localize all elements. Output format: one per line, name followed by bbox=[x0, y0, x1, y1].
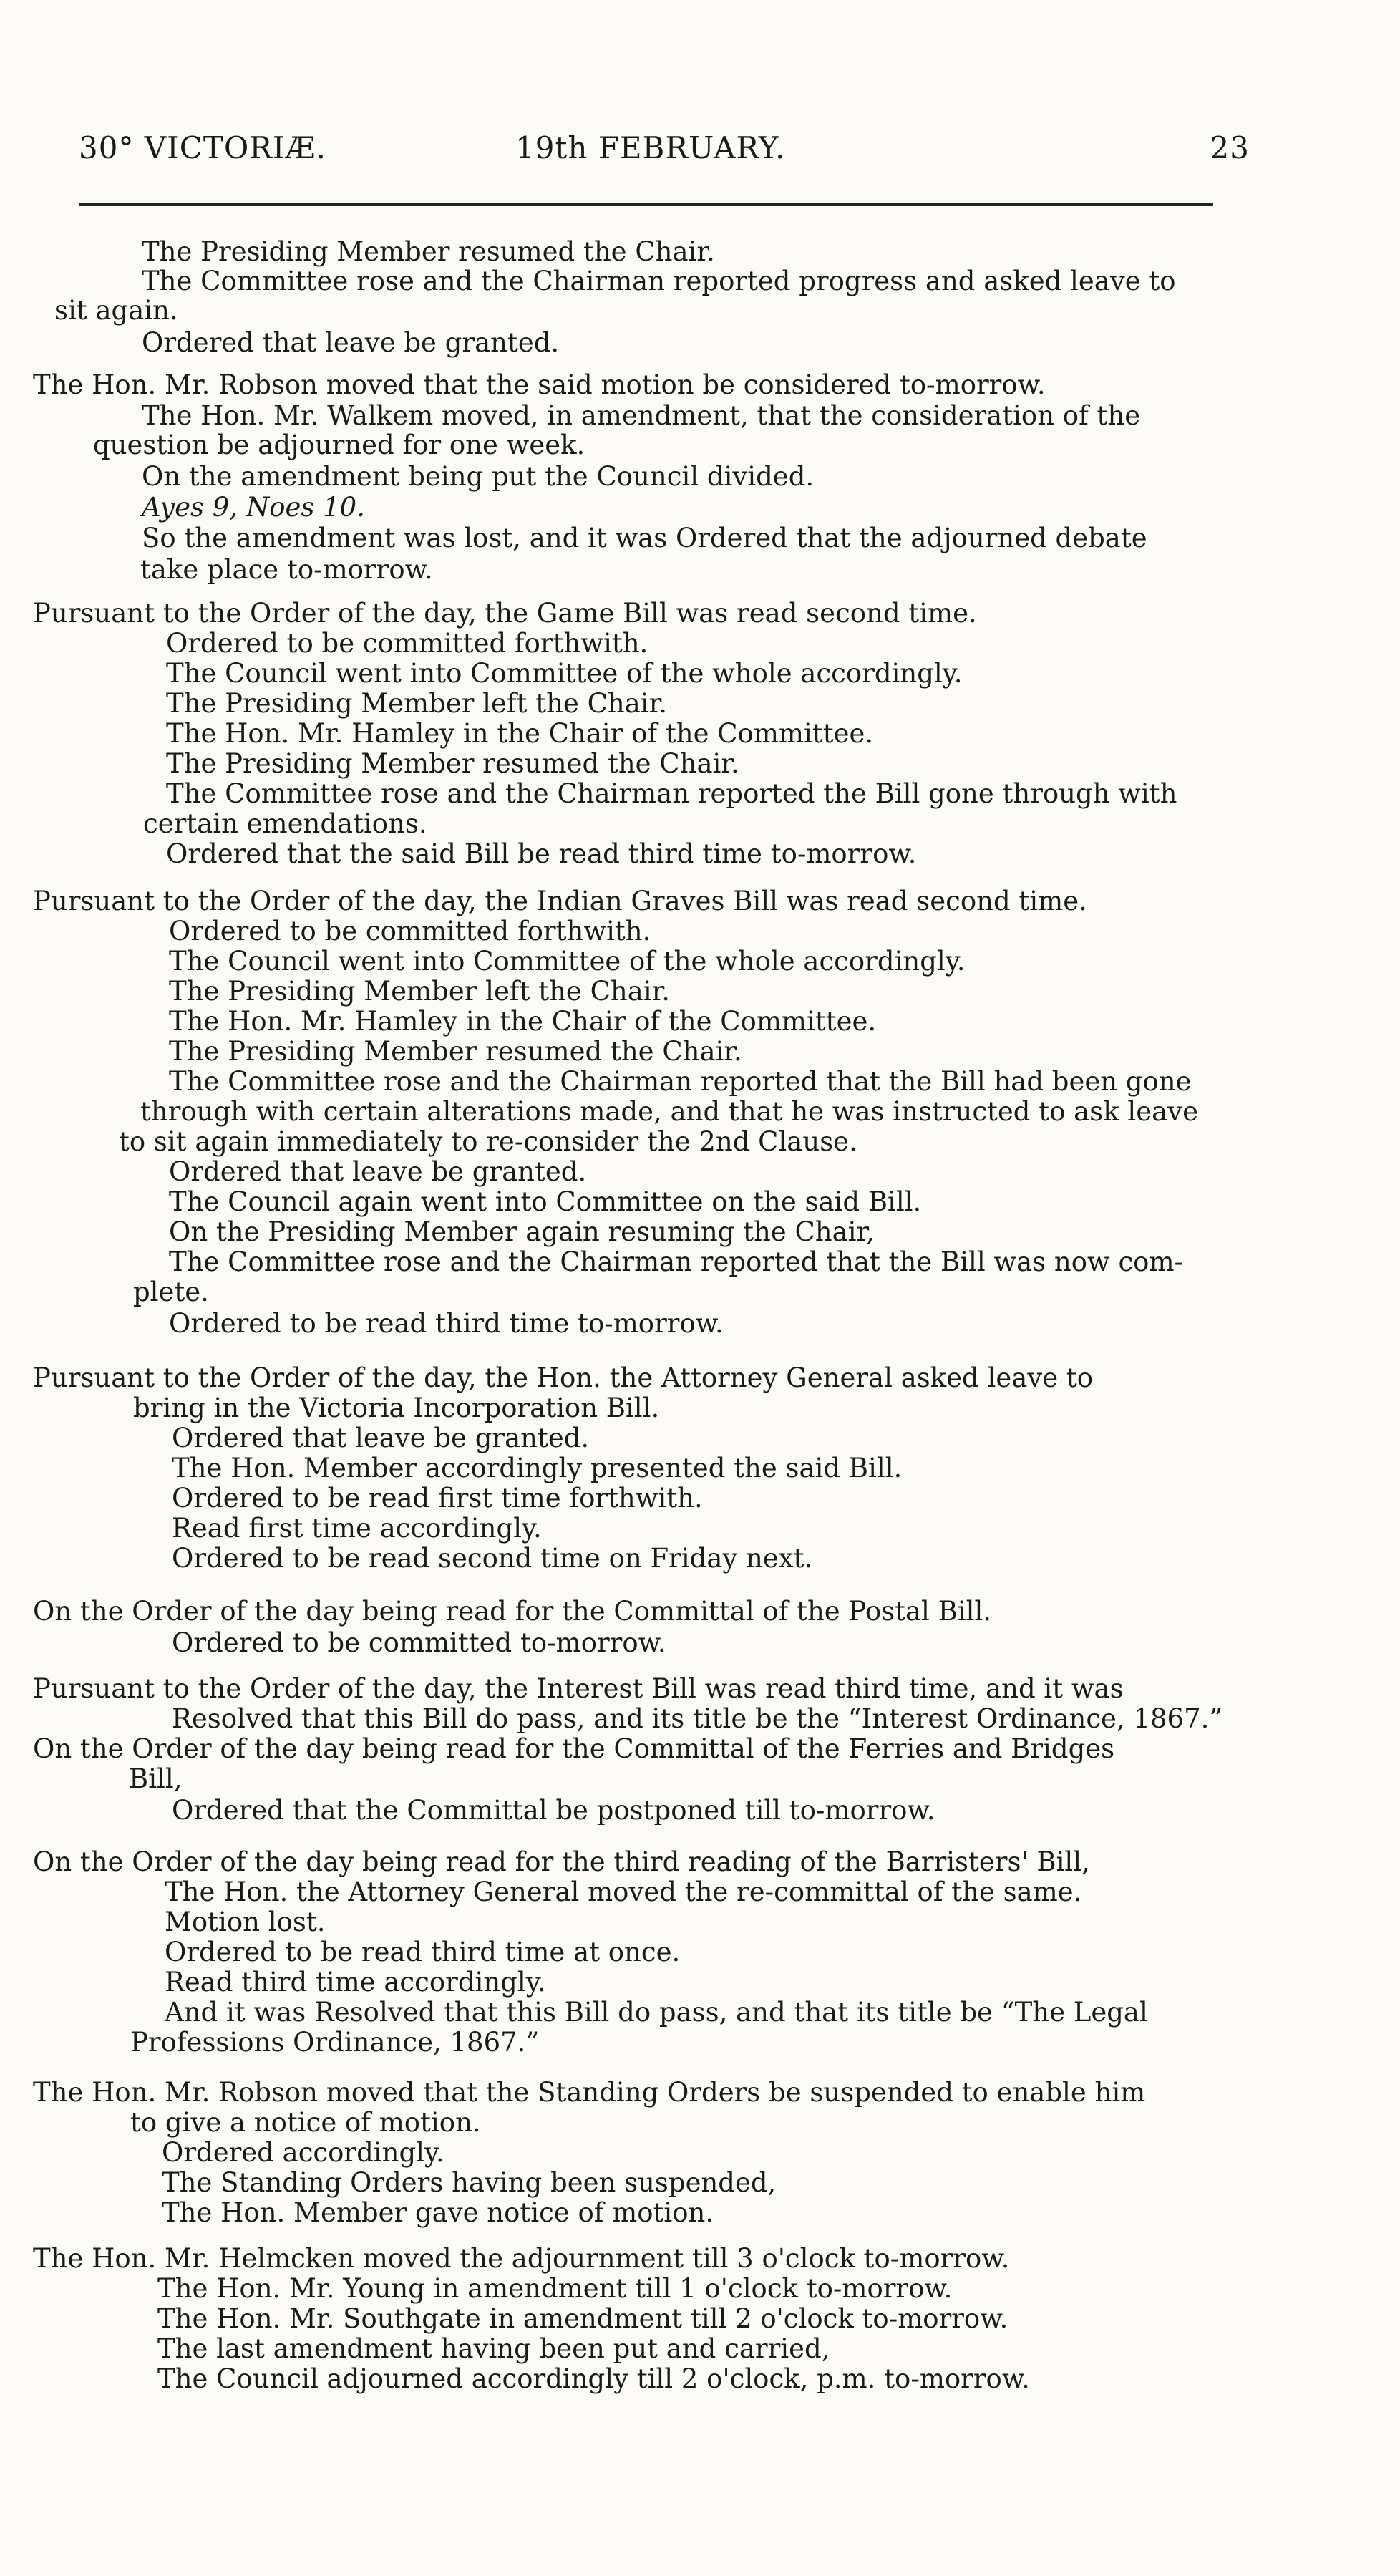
text-line: The Council again went into Committee on the said Bill. bbox=[169, 1186, 922, 1217]
text-line: The Presiding Member left the Chair. bbox=[166, 688, 667, 719]
text-line: Ordered to be committed to-morrow. bbox=[172, 1627, 666, 1658]
text-line: On the Presiding Member again resuming the Chair, bbox=[169, 1216, 875, 1247]
text-line: On the Order of the day being read for the Committal of the Ferries and Bridges bbox=[33, 1733, 1115, 1764]
header-session: 30° VICTORIÆ. bbox=[79, 130, 326, 165]
text-line: The Committee rose and the Chairman reported that the Bill had been gone bbox=[169, 1066, 1192, 1097]
text-line: On the Order of the day being read for the Committal of the Postal Bill. bbox=[33, 1596, 992, 1627]
text-line: Ordered that leave be granted. bbox=[169, 1156, 587, 1187]
text-line: Ordered to be read third time at once. bbox=[165, 1937, 681, 1967]
text-line: The Council went into Committee of the whole accordingly. bbox=[169, 946, 966, 977]
text-line: The Hon. Mr. Hamley in the Chair of the Committee. bbox=[166, 718, 874, 749]
text-line: Pursuant to the Order of the day, the Indian Graves Bill was read second time. bbox=[33, 886, 1087, 916]
header-date: 19th FEBRUARY. bbox=[515, 130, 786, 165]
text-line: The last amendment having been put and carried, bbox=[157, 2333, 830, 2364]
text-line: Ordered that leave be granted. bbox=[172, 1423, 590, 1453]
text-line: The Presiding Member left the Chair. bbox=[169, 976, 670, 1007]
text-line: Ordered that the Committal be postponed till to-morrow. bbox=[172, 1795, 935, 1826]
text-line: Pursuant to the Order of the day, the Hon. the Attorney General asked leave to bbox=[33, 1362, 1093, 1393]
text-line: The Presiding Member resumed the Chair. bbox=[169, 1036, 742, 1067]
text-line: The Council adjourned accordingly till 2 o'clock, p.m. to-morrow. bbox=[157, 2363, 1030, 2394]
text-line: Ordered to be committed forthwith. bbox=[169, 916, 651, 946]
text-line: The Hon. Member gave notice of motion. bbox=[162, 2197, 714, 2228]
page-number: 23 bbox=[1210, 130, 1250, 165]
text-line: Bill, bbox=[129, 1763, 183, 1794]
text-line: Ordered that leave be granted. bbox=[142, 327, 560, 358]
text-line: Ordered to be read first time forthwith. bbox=[172, 1483, 703, 1514]
text-line: The Hon. Member accordingly presented the said Bill. bbox=[172, 1453, 903, 1483]
text-line: question be adjourned for one week. bbox=[93, 430, 585, 460]
text-line: The Hon. the Attorney General moved the re-committal of the same. bbox=[165, 1877, 1082, 1907]
text-line: Read first time accordingly. bbox=[172, 1513, 542, 1544]
text-line: The Standing Orders having been suspended, bbox=[162, 2167, 777, 2198]
text-line: Ayes 9, Noes 10. bbox=[142, 492, 365, 523]
text-line: The Committee rose and the Chairman reported that the Bill was now com- bbox=[169, 1246, 1184, 1277]
text-line: The Committee rose and the Chairman reported progress and asked leave to bbox=[142, 266, 1176, 296]
text-line: to give a notice of motion. bbox=[130, 2107, 481, 2138]
text-line: Read third time accordingly. bbox=[165, 1967, 546, 1998]
text-line: Motion lost. bbox=[165, 1907, 326, 1937]
text-line: The Hon. Mr. Robson moved that the said motion be considered to-morrow. bbox=[33, 369, 1046, 400]
text-line: plete. bbox=[133, 1277, 209, 1307]
text-line: Ordered accordingly. bbox=[162, 2137, 444, 2168]
text-line: The Hon. Mr. Helmcken moved the adjournment till 3 o'clock to-morrow. bbox=[33, 2243, 1010, 2274]
text-line: On the Order of the day being read for the third reading of the Barristers' Bill, bbox=[33, 1846, 1090, 1877]
text-line: The Hon. Mr. Hamley in the Chair of the Committee. bbox=[169, 1006, 877, 1037]
text-line: So the amendment was lost, and it was Ordered that the adjourned debate bbox=[142, 523, 1147, 553]
text-line: And it was Resolved that this Bill do pass, and that its title be “The Legal bbox=[165, 1997, 1148, 2028]
text-line: certain emendations. bbox=[143, 808, 427, 839]
text-line: The Presiding Member resumed the Chair. bbox=[166, 748, 739, 779]
text-line: Pursuant to the Order of the day, the Game Bill was read second time. bbox=[33, 598, 977, 629]
text-line: Professions Ordinance, 1867.” bbox=[130, 2027, 540, 2058]
text-line: On the amendment being put the Council divided. bbox=[142, 461, 815, 492]
text-line: Ordered that the said Bill be read third time to-morrow. bbox=[166, 838, 917, 869]
text-line: Pursuant to the Order of the day, the Interest Bill was read third time, and it was bbox=[33, 1673, 1124, 1704]
text-line: The Hon. Mr. Walkem moved, in amendment, that the consideration of the bbox=[142, 400, 1141, 431]
text-line: Ordered to be committed forthwith. bbox=[166, 628, 648, 659]
text-line: The Presiding Member resumed the Chair. bbox=[142, 236, 715, 267]
text-line: The Council went into Committee of the whole accordingly. bbox=[166, 658, 963, 689]
header-rule bbox=[79, 203, 1213, 206]
text-line: The Committee rose and the Chairman reported the Bill gone through with bbox=[166, 778, 1177, 809]
text-line: The Hon. Mr. Young in amendment till 1 o'clock to-morrow. bbox=[157, 2273, 953, 2304]
text-line: sit again. bbox=[54, 295, 178, 326]
text-line: take place to-morrow. bbox=[140, 554, 433, 585]
text-line: to sit again immediately to re-consider the 2nd Clause. bbox=[119, 1126, 857, 1157]
text-line: The Hon. Mr. Southgate in amendment till 2 o'clock to-morrow. bbox=[157, 2303, 1008, 2334]
text-line: through with certain alterations made, and that he was instructed to ask leave bbox=[140, 1096, 1198, 1127]
text-line: The Hon. Mr. Robson moved that the Standing Orders be suspended to enable him bbox=[33, 2077, 1146, 2108]
page-header bbox=[79, 130, 1250, 173]
text-line: Ordered to be read second time on Friday next. bbox=[172, 1543, 813, 1574]
text-line: Ordered to be read third time to-morrow. bbox=[169, 1308, 724, 1339]
text-line: bring in the Victoria Incorporation Bill. bbox=[133, 1393, 660, 1423]
text-line: Resolved that this Bill do pass, and its title be the “Interest Ordinance, 1867.” bbox=[172, 1703, 1223, 1734]
